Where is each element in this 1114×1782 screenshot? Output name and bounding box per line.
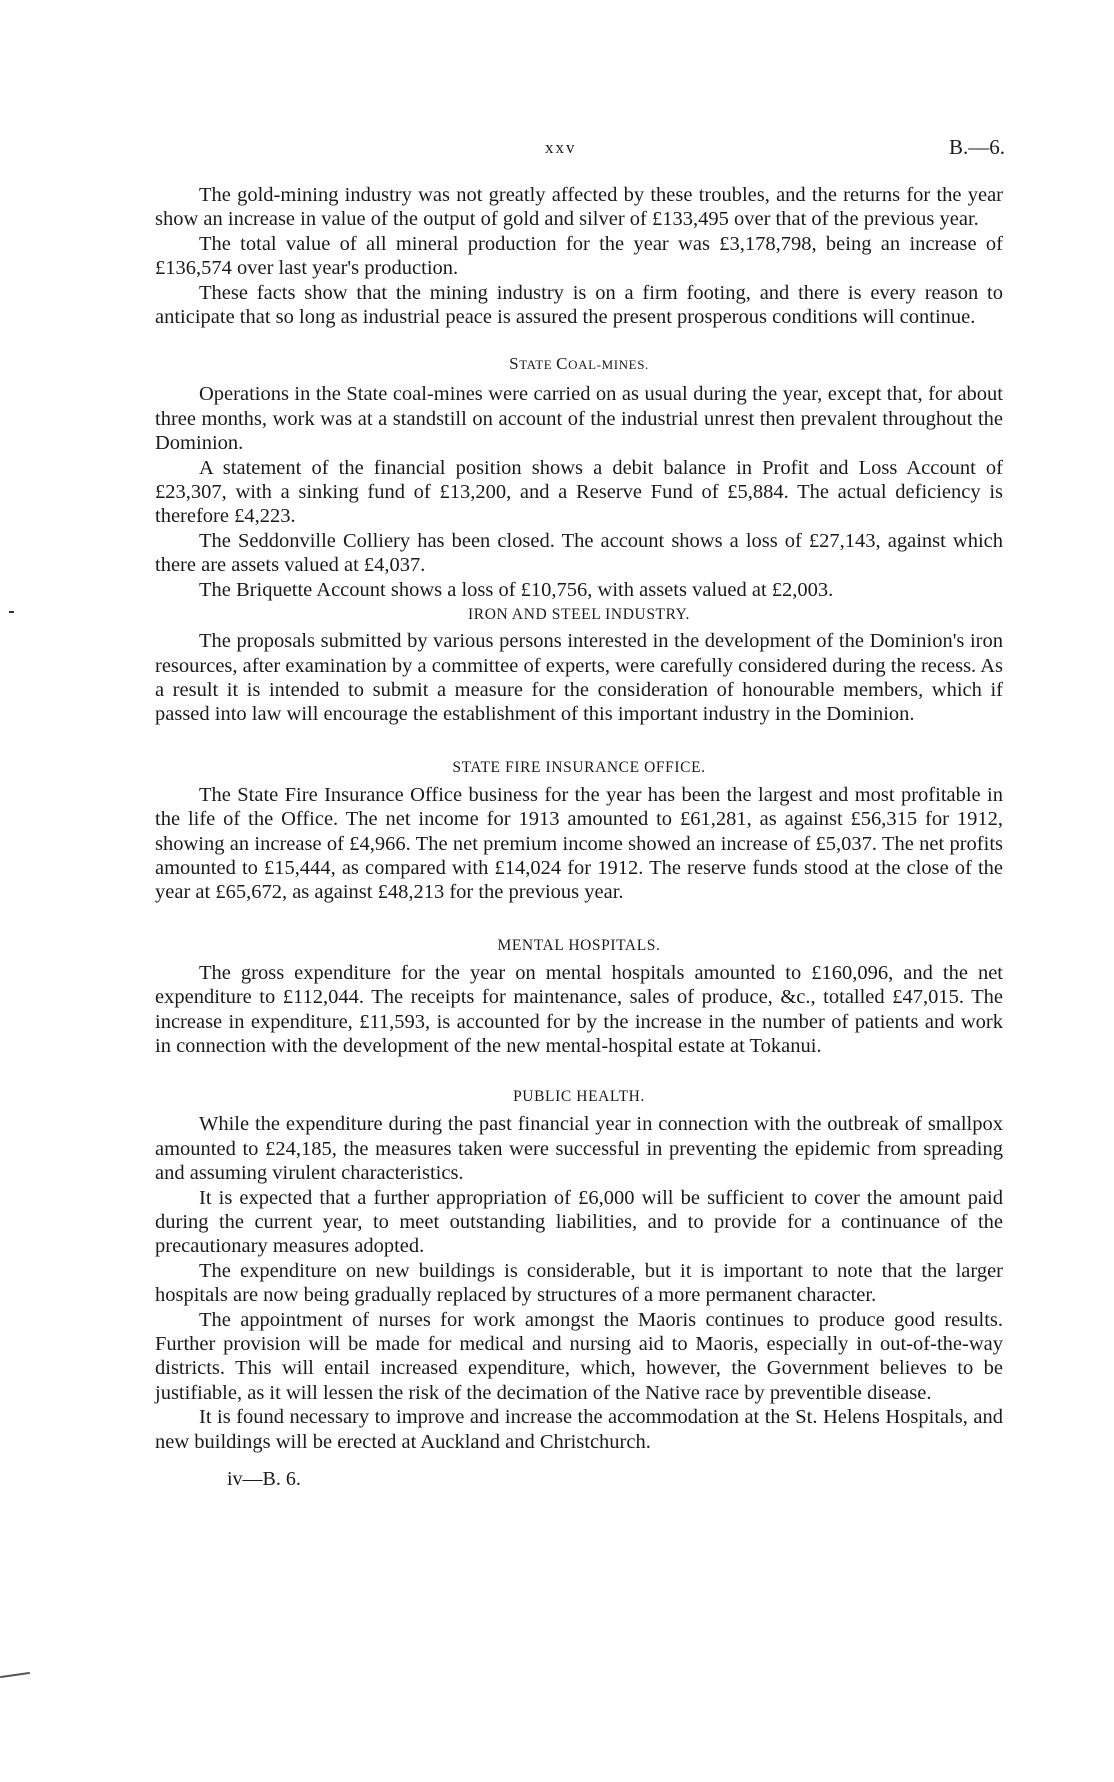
- paragraph: A statement of the financial position shows a debit balance in Profit and Loss Account of £23,307, with a sinking fund of £13,200, and a Reserve Fund of £5,884. The actual deficiency is therefore £4,223.: [155, 456, 1003, 528]
- paragraph: It is found necessary to improve and increase the accommodation at the St. Helens Hospitals, and new buildings will be erected at Auckland and Christchurch.: [155, 1406, 1003, 1453]
- paragraph: Operations in the State coal-mines were carried on as usual during the year, except that, for about three months, work was at a standstill on account of the industrial unrest then prevalent throughout the Dominion.: [155, 383, 1003, 455]
- mental-hospitals-section: [155, 935, 1003, 1059]
- section-heading: IRON AND STEEL INDUSTRY.: [468, 606, 690, 624]
- section-heading: MENTAL HOSPITALS.: [497, 936, 661, 954]
- paragraph: The proposals submitted by various persons interested in the development of the Dominion's iron resources, after examination by a committee of experts, were carefully considered during the recess. As a result it is intended to submit a measure for the consideration of honourable members, which if passed into law will encourage the establishment of this important industry in the Dominion.: [155, 630, 1003, 726]
- paragraph: The expenditure on new buildings is considerable, but it is important to note that the larger hospitals are now being gradually replaced by structures of a more permanent character.: [155, 1259, 1003, 1307]
- scan-mark: [9, 611, 14, 613]
- paragraph: While the expenditure during the past financial year in connection with the outbreak of smallpox amounted to £24,185, the measures taken were successful in preventing the epidemic from spreading and assuming virulent characteristics.: [155, 1113, 1003, 1185]
- paragraph: The Briquette Account shows a loss of £10,756, with assets valued at £2,003.: [199, 578, 834, 601]
- section-heading: STATE COAL-MINES.: [509, 354, 649, 374]
- public-health-section: [155, 1086, 1003, 1454]
- paragraph: The Seddonville Colliery has been closed. The account shows a loss of £27,143, against which there are assets valued at £4,037.: [155, 529, 1003, 577]
- intro-section: [155, 183, 1003, 329]
- paragraph: The gross expenditure for the year on mental hospitals amounted to £160,096, and the net expenditure to £112,044. The receipts for maintenance, sales of produce, &c., totalled £47,015. The increase in expenditure, £11,593, is accounted for by the increase in the number of patients and work in connection with the development of the new mental-hospital estate at Tokanui.: [155, 961, 1003, 1057]
- section-heading: PUBLIC HEALTH.: [513, 1088, 645, 1106]
- document-page: [155, 0, 1003, 1782]
- scan-mark: [0, 1672, 30, 1678]
- iron-steel-section: [155, 604, 1003, 727]
- paragraph: It is expected that a further appropriation of £6,000 will be sufficient to cover the amount paid during the current year, to meet outstanding liabilities, and to provide for a continuance of the precautionary measures adopted.: [155, 1186, 1003, 1258]
- paragraph: The appointment of nurses for work amongst the Maoris continues to produce good results. Further provision will be made for medical and nursing aid to Maoris, especially in out-of-the-way districts. This will entail increased expenditure, which, however, the Government believes to be justifiable, as it will lessen the risk of the decimation of the Native race by preventible disease.: [155, 1308, 1003, 1404]
- page-content: [155, 183, 1003, 1491]
- document-reference: B.—6.: [948, 135, 1005, 159]
- state-coal-mines-section: [155, 353, 1003, 602]
- state-fire-insurance-section: [155, 757, 1003, 905]
- paragraph: The State Fire Insurance Office business for the year has been the largest and most profitable in the life of the Office. The net income for 1913 amounted to £61,281, as against £56,315 for 1912, showing an increase of £4,966. The net premium income showed an increase of £5,037. The net profits amounted to £15,444, as compared with £14,024 for 1912. The reserve funds stood at the close of the year at £65,672, as against £48,213 for the previous year.: [155, 783, 1003, 904]
- section-heading: STATE FIRE INSURANCE OFFICE.: [452, 758, 706, 776]
- paragraph: The gold-mining industry was not greatly affected by these troubles, and the returns for the year show an increase in value of the output of gold and silver of £133,495 over that of the previous year.: [155, 184, 1003, 231]
- page-number: xxv: [545, 138, 577, 157]
- footer-signature: iv—B. 6.: [227, 1468, 301, 1491]
- paragraph: These facts show that the mining industry is on a firm footing, and there is every reason to anticipate that so long as industrial peace is assured the present prosperous conditions will continue.: [155, 281, 1003, 329]
- paragraph: The total value of all mineral production for the year was £3,178,798, being an increase of £136,574 over last year's production.: [155, 232, 1003, 280]
